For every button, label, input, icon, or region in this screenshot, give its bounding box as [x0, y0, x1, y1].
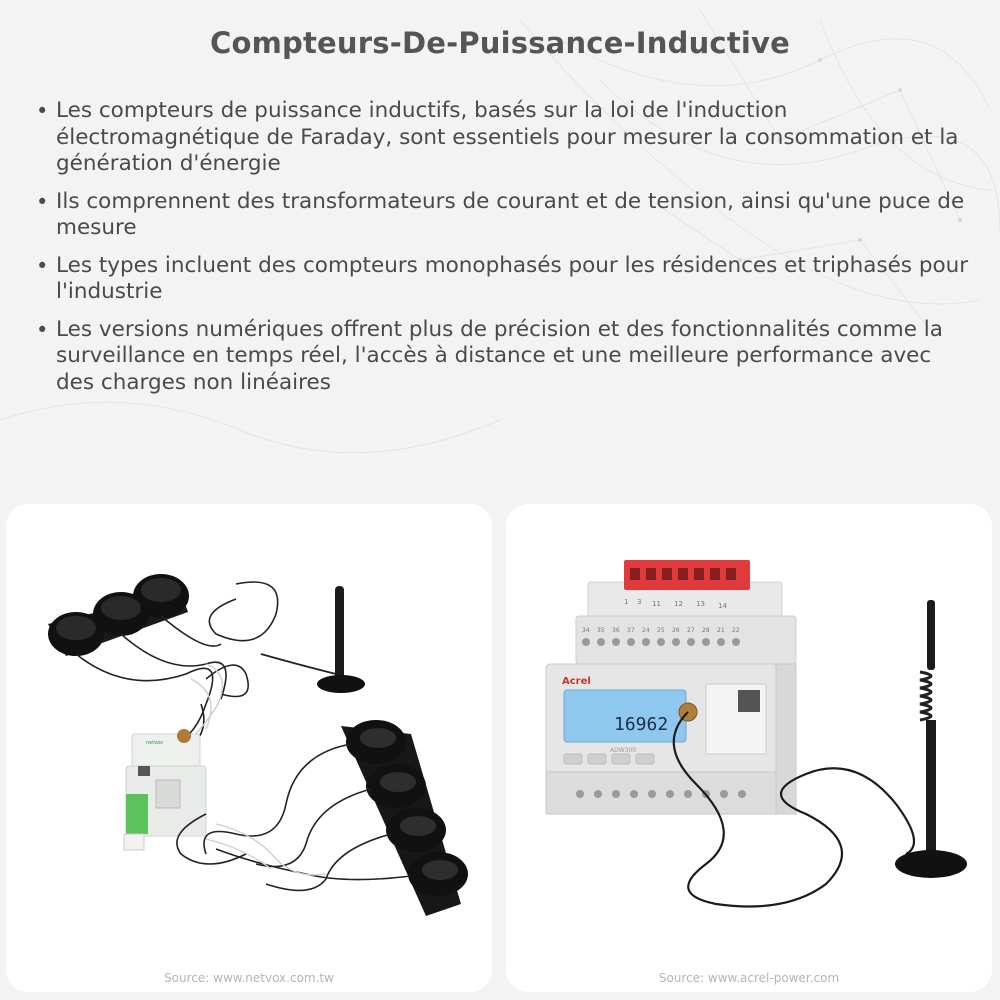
terminal-number: 28: [702, 627, 710, 634]
source-caption: Source: www.acrel-power.com: [658, 971, 840, 985]
terminal-number: 37: [627, 627, 635, 634]
terminal-number: 12: [674, 600, 683, 608]
terminal-number: 1: [624, 598, 629, 606]
device-brand-label: netvox: [146, 740, 164, 746]
terminal-number: 36: [612, 627, 620, 634]
bullet-text: Les types incluent des compteurs monophasés pour les résidences et triphasés pour l'industrie: [56, 252, 969, 304]
terminal-number: 21: [717, 627, 725, 634]
lcd-reading: 16962: [614, 714, 669, 735]
terminal-number: 25: [657, 627, 665, 634]
terminal-number: 14: [718, 602, 727, 610]
acrel-meter-illustration: [506, 504, 992, 992]
red-terminal-block: [624, 560, 750, 590]
terminal-number: 27: [687, 627, 695, 634]
bullet-dot-icon: •: [36, 253, 49, 278]
terminal-number: 3: [637, 598, 642, 606]
lcd-display: [564, 690, 686, 742]
bullet-text: Les compteurs de puissance inductifs, basés sur la loi de l'induction électromagnétique de Faraday, sont essentiels pour mesurer la consommation et la génération d'énergie: [56, 98, 959, 176]
source-caption: Source: www.netvox.com.tw: [164, 971, 334, 985]
din-rail-meter: [124, 729, 206, 850]
bullet-text: Les versions numériques offrent plus de précision et des fonctionnalités comme la surveillance en temps réel, l'accès à distance et une meilleure performance avec des charges non linéaires: [56, 316, 943, 395]
netvox-meter-illustration: [6, 504, 492, 992]
bullet-item: [36, 317, 976, 397]
terminal-number: 24: [642, 627, 650, 634]
bullet-dot-icon: •: [36, 189, 49, 214]
terminal-number: 13: [696, 600, 705, 608]
terminal-number: 22: [732, 627, 740, 634]
ct-clamp-triple-icon: [48, 574, 189, 656]
antenna-icon: [261, 586, 365, 693]
bullet-item: [36, 253, 976, 306]
bullet-dot-icon: •: [36, 99, 49, 123]
brand-logo-text: Acrel: [562, 676, 591, 687]
qr-code-icon: [738, 690, 760, 712]
terminal-number: 35: [597, 627, 605, 634]
bullet-item: [36, 189, 976, 242]
bullet-dot-icon: •: [36, 317, 49, 342]
terminal-number: 11: [652, 600, 661, 608]
image-card-acrel: [506, 504, 992, 992]
terminal-number: 34: [582, 627, 590, 634]
page-title: Compteurs-De-Puissance-Inductive: [209, 26, 790, 60]
bullet-list: [36, 98, 976, 407]
ct-clamp-quad-icon: [341, 720, 468, 916]
spring-antenna-icon: [895, 600, 967, 878]
model-label: ADW300: [610, 747, 637, 754]
bullet-item: [36, 98, 976, 178]
bullet-text: Ils comprennent des transformateurs de courant et de tension, ainsi qu'une puce de mesure: [56, 188, 965, 240]
terminal-number: 26: [672, 627, 680, 634]
image-card-netvox: [6, 504, 492, 992]
